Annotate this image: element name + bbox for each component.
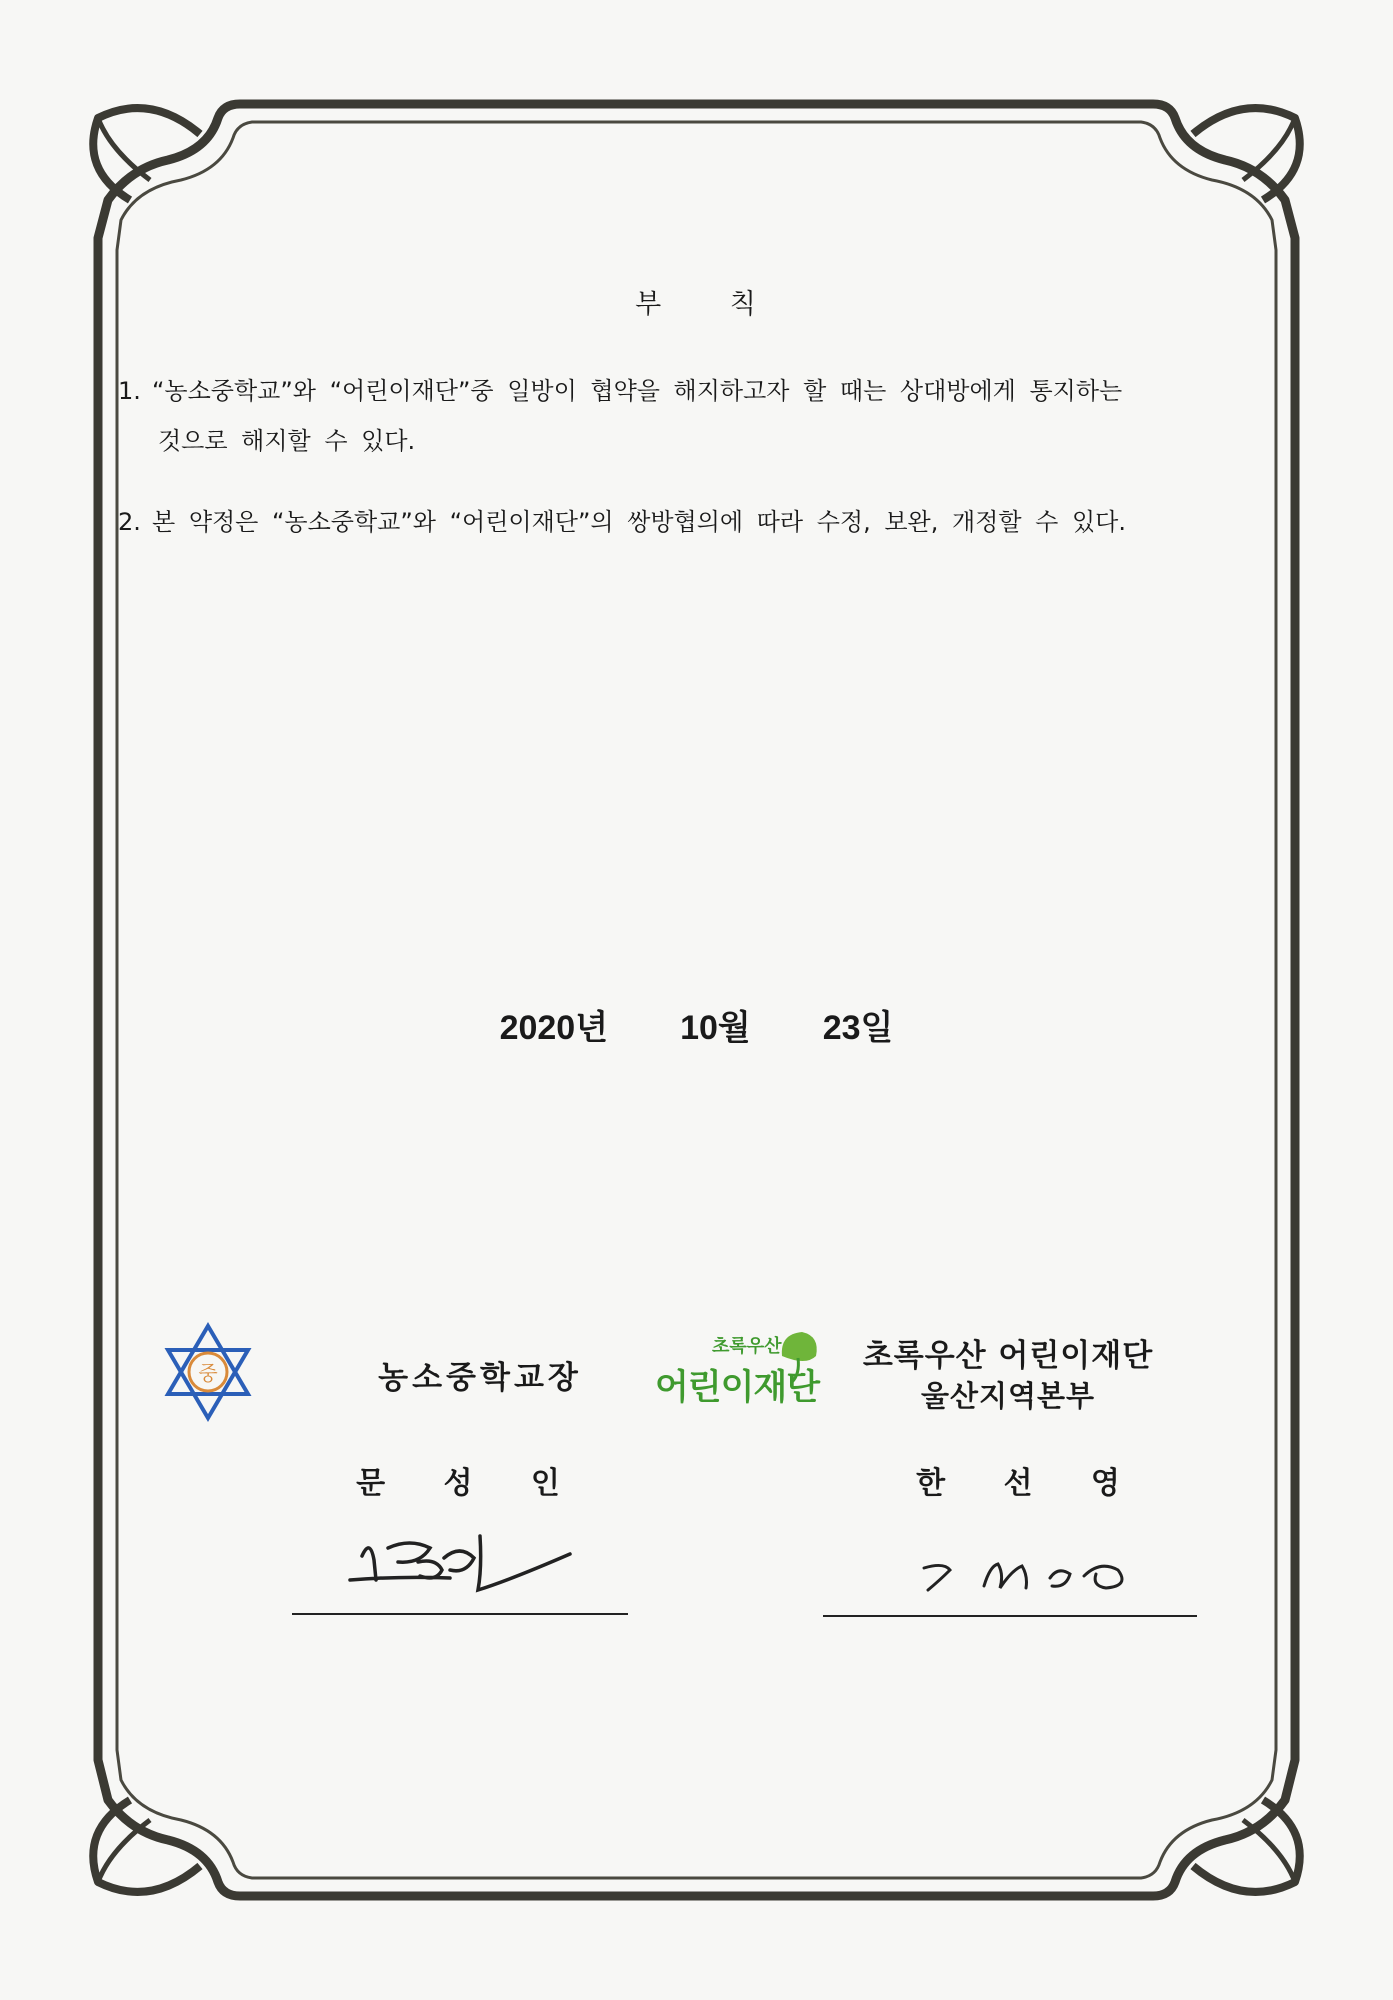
- clause-text-line-1: “농소중학교”와 “어린이재단”중 일방이 협약을 해지하고자 할 때는 상대방에게 통지하는: [152, 377, 1123, 405]
- school-emblem-icon: [162, 1322, 254, 1422]
- right-party-title-line-1: 초록우산 어린이재단: [862, 1338, 1154, 1374]
- date-day: 23일: [822, 1009, 894, 1047]
- clause-2: [118, 497, 1248, 547]
- date-year: 2020년: [499, 1009, 609, 1047]
- emblem-char: 중: [198, 1361, 218, 1385]
- logo-large-text: 어린이재단: [655, 1368, 820, 1407]
- left-party-name: 문 성 인: [356, 1466, 584, 1501]
- right-party-title-line-2: 울산지역본부: [920, 1379, 1096, 1413]
- section-heading: 부 칙: [635, 289, 786, 320]
- date-month: 10월: [680, 1009, 751, 1047]
- left-signature-line: [292, 1613, 628, 1615]
- clause-text-line-2: 것으로 해지할 수 있다.: [158, 427, 416, 455]
- clause-number: 1.: [118, 377, 141, 405]
- clause-text-line-1: 본 약정은 “농소중학교”와 “어린이재단”의 쌍방협의에 따라 수정, 보완, 개정할 수 있다.: [152, 508, 1126, 536]
- clause-number: 2.: [118, 508, 141, 536]
- agreement-date: [0, 1000, 1393, 1049]
- left-party-title: 농소중학교장: [378, 1360, 582, 1396]
- right-party-name: 한 선 영: [916, 1466, 1144, 1501]
- right-signature-line: [823, 1615, 1197, 1617]
- logo-small-text: 초록우산: [712, 1336, 782, 1356]
- left-signature-icon: [340, 1518, 600, 1608]
- leaf-umbrella-icon: [776, 1328, 822, 1386]
- right-signature-icon: [900, 1530, 1180, 1610]
- clause-1: [118, 366, 1248, 466]
